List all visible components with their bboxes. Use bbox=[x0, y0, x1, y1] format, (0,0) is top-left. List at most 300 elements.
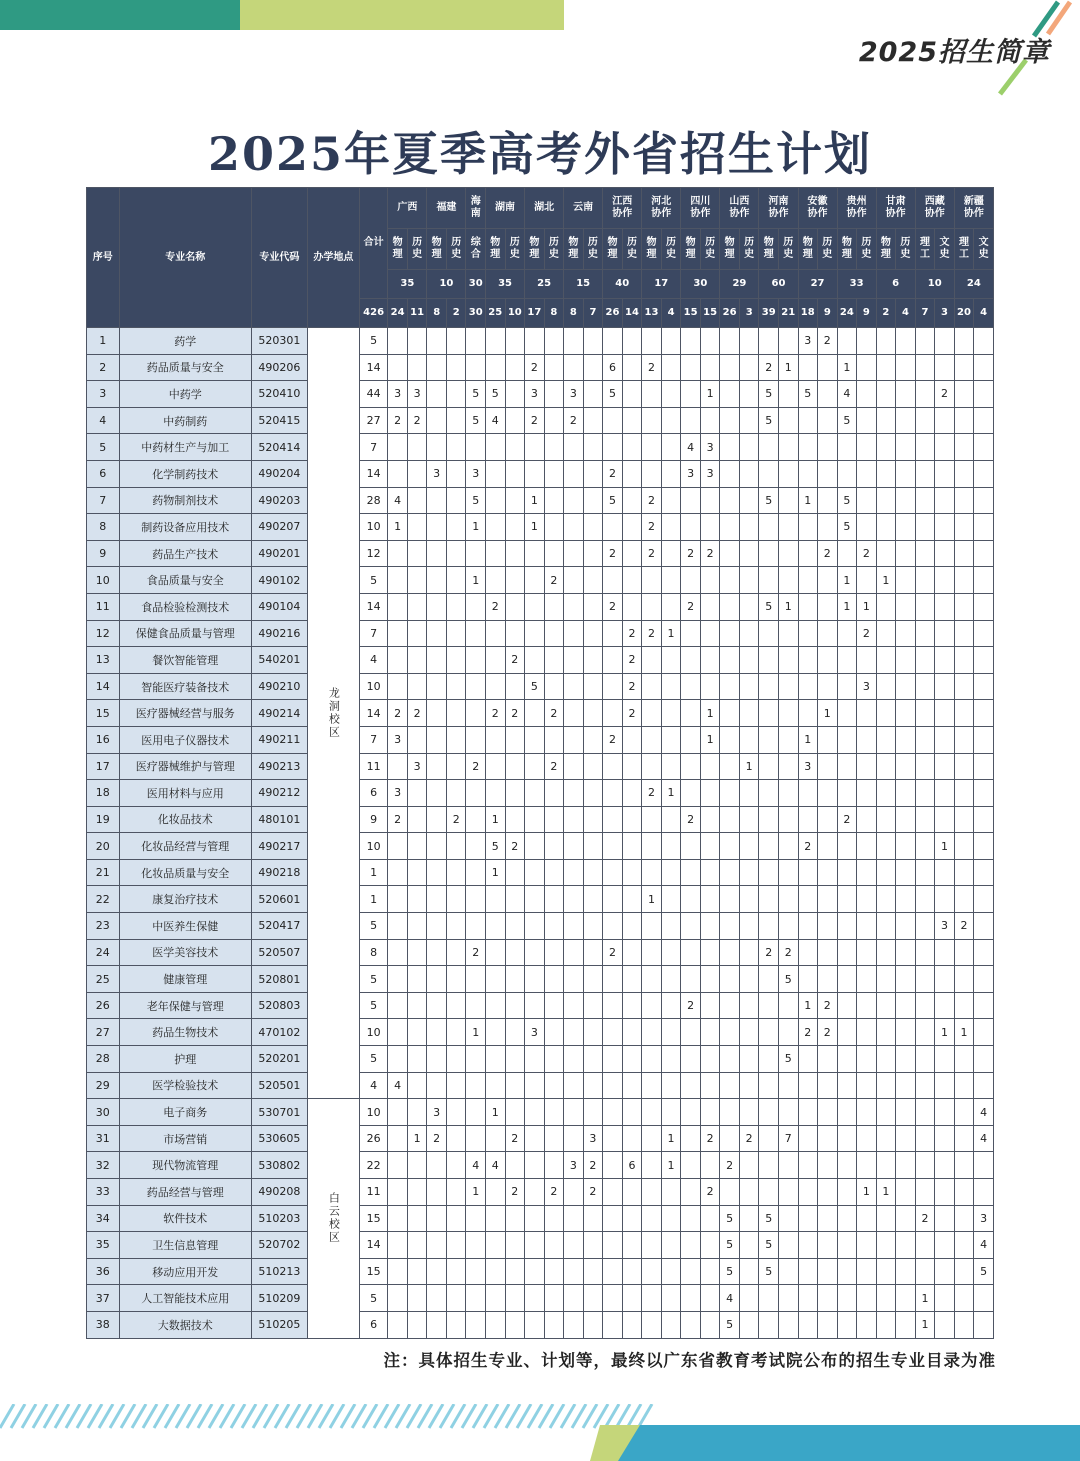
header-subject: 历 史 bbox=[739, 229, 759, 270]
row-cell bbox=[896, 700, 916, 727]
row-cell bbox=[564, 700, 584, 727]
row-cell bbox=[622, 1205, 642, 1232]
row-cell bbox=[896, 381, 916, 408]
row-cell bbox=[935, 487, 955, 514]
row-cell bbox=[739, 700, 759, 727]
row-cell bbox=[837, 1046, 857, 1073]
row-seq: 33 bbox=[87, 1179, 120, 1206]
row-cell bbox=[388, 992, 408, 1019]
header-subject: 物 理 bbox=[388, 229, 408, 270]
row-cell bbox=[486, 992, 506, 1019]
row-cell bbox=[739, 620, 759, 647]
row-cell bbox=[661, 700, 681, 727]
row-cell: 2 bbox=[681, 593, 701, 620]
row-cell bbox=[466, 913, 486, 940]
row-cell bbox=[564, 780, 584, 807]
row-cell bbox=[896, 753, 916, 780]
row-major-name: 化妆品技术 bbox=[119, 806, 251, 833]
row-cell bbox=[525, 1232, 545, 1259]
header-province: 海南 bbox=[466, 188, 486, 229]
row-cell bbox=[564, 620, 584, 647]
table-row bbox=[87, 434, 994, 461]
row-cell bbox=[876, 780, 896, 807]
row-cell bbox=[857, 1125, 877, 1152]
row-cell: 1 bbox=[954, 1019, 974, 1046]
row-cell bbox=[583, 833, 603, 860]
row-cell bbox=[954, 1285, 974, 1312]
row-cell: 3 bbox=[935, 913, 955, 940]
row-cell: 2 bbox=[954, 913, 974, 940]
header-province: 广西 bbox=[388, 188, 427, 229]
row-cell: 2 bbox=[466, 939, 486, 966]
row-cell bbox=[818, 593, 838, 620]
row-cell bbox=[446, 1046, 466, 1073]
row-cell bbox=[642, 833, 662, 860]
row-cell: 2 bbox=[642, 540, 662, 567]
row-cell bbox=[544, 540, 564, 567]
row-cell bbox=[915, 833, 935, 860]
row-cell: 3 bbox=[525, 381, 545, 408]
row-cell bbox=[935, 1046, 955, 1073]
row-seq: 36 bbox=[87, 1258, 120, 1285]
row-cell bbox=[896, 647, 916, 674]
row-cell bbox=[778, 1099, 798, 1126]
row-total: 1 bbox=[359, 859, 388, 886]
row-cell bbox=[778, 673, 798, 700]
row-cell bbox=[583, 593, 603, 620]
row-cell bbox=[681, 328, 701, 355]
row-cell bbox=[896, 1072, 916, 1099]
row-cell: 1 bbox=[915, 1285, 935, 1312]
row-cell bbox=[544, 1311, 564, 1338]
row-cell bbox=[974, 567, 994, 594]
row-cell: 2 bbox=[857, 620, 877, 647]
row-cell bbox=[876, 859, 896, 886]
table-row bbox=[87, 939, 994, 966]
row-cell bbox=[427, 859, 447, 886]
header-subtotal: 39 bbox=[759, 299, 779, 328]
row-cell: 2 bbox=[388, 407, 408, 434]
row-cell bbox=[525, 328, 545, 355]
table-row bbox=[87, 1152, 994, 1179]
row-cell: 4 bbox=[720, 1285, 740, 1312]
row-cell: 2 bbox=[622, 700, 642, 727]
row-cell bbox=[974, 407, 994, 434]
row-cell bbox=[974, 1179, 994, 1206]
row-cell bbox=[720, 647, 740, 674]
row-cell bbox=[642, 434, 662, 461]
row-cell bbox=[622, 939, 642, 966]
row-cell bbox=[935, 1152, 955, 1179]
row-cell bbox=[525, 593, 545, 620]
row-cell bbox=[818, 1232, 838, 1259]
row-cell bbox=[681, 647, 701, 674]
row-cell: 2 bbox=[778, 939, 798, 966]
row-cell bbox=[778, 1072, 798, 1099]
row-cell bbox=[466, 1285, 486, 1312]
header-subject: 文 史 bbox=[974, 229, 994, 270]
row-cell bbox=[798, 540, 818, 567]
row-cell bbox=[778, 1232, 798, 1259]
row-cell bbox=[486, 726, 506, 753]
row-cell: 3 bbox=[388, 726, 408, 753]
row-cell bbox=[427, 487, 447, 514]
table-row bbox=[87, 753, 994, 780]
table-row bbox=[87, 966, 994, 993]
row-cell bbox=[759, 328, 779, 355]
row-cell bbox=[427, 1179, 447, 1206]
row-cell bbox=[642, 328, 662, 355]
row-cell: 1 bbox=[486, 859, 506, 886]
row-cell: 1 bbox=[837, 567, 857, 594]
table-row bbox=[87, 806, 994, 833]
row-cell bbox=[525, 1311, 545, 1338]
row-cell: 2 bbox=[564, 407, 584, 434]
row-cell bbox=[720, 434, 740, 461]
row-cell bbox=[954, 1072, 974, 1099]
row-cell: 2 bbox=[857, 540, 877, 567]
row-cell: 5 bbox=[603, 381, 623, 408]
row-cell: 5 bbox=[466, 487, 486, 514]
row-cell bbox=[896, 806, 916, 833]
row-cell bbox=[818, 886, 838, 913]
row-major-name: 中药学 bbox=[119, 381, 251, 408]
row-total: 5 bbox=[359, 1046, 388, 1073]
row-cell bbox=[583, 514, 603, 541]
row-cell bbox=[486, 753, 506, 780]
row-cell bbox=[974, 1285, 994, 1312]
row-cell bbox=[896, 407, 916, 434]
row-cell bbox=[564, 859, 584, 886]
row-cell bbox=[388, 1258, 408, 1285]
row-cell bbox=[778, 328, 798, 355]
row-cell bbox=[388, 1046, 408, 1073]
row-cell bbox=[915, 647, 935, 674]
row-cell bbox=[935, 1232, 955, 1259]
row-cell bbox=[525, 1072, 545, 1099]
row-cell bbox=[915, 354, 935, 381]
row-cell bbox=[603, 1232, 623, 1259]
row-cell: 2 bbox=[388, 806, 408, 833]
row-total: 5 bbox=[359, 328, 388, 355]
row-cell bbox=[427, 1019, 447, 1046]
row-cell bbox=[681, 780, 701, 807]
row-cell bbox=[583, 726, 603, 753]
row-major-code: 510209 bbox=[251, 1285, 307, 1312]
row-cell bbox=[954, 886, 974, 913]
row-cell: 5 bbox=[759, 1258, 779, 1285]
row-cell bbox=[544, 966, 564, 993]
row-cell bbox=[622, 966, 642, 993]
table-row bbox=[87, 726, 994, 753]
row-cell bbox=[778, 620, 798, 647]
row-cell bbox=[935, 1311, 955, 1338]
row-cell bbox=[896, 886, 916, 913]
header-subtotal: 4 bbox=[896, 299, 916, 328]
row-cell: 1 bbox=[388, 514, 408, 541]
row-major-code: 490218 bbox=[251, 859, 307, 886]
row-cell bbox=[583, 647, 603, 674]
row-cell bbox=[622, 833, 642, 860]
row-cell: 2 bbox=[935, 381, 955, 408]
header-province: 山西 协作 bbox=[720, 188, 759, 229]
row-cell bbox=[700, 1046, 720, 1073]
row-cell bbox=[935, 1125, 955, 1152]
row-cell bbox=[739, 460, 759, 487]
row-cell bbox=[583, 1072, 603, 1099]
row-cell bbox=[759, 886, 779, 913]
row-cell: 5 bbox=[720, 1258, 740, 1285]
row-cell bbox=[505, 593, 525, 620]
row-cell bbox=[583, 1205, 603, 1232]
row-cell: 2 bbox=[681, 540, 701, 567]
row-cell bbox=[778, 1152, 798, 1179]
row-cell bbox=[739, 381, 759, 408]
row-seq: 8 bbox=[87, 514, 120, 541]
row-cell bbox=[935, 753, 955, 780]
row-cell bbox=[525, 1258, 545, 1285]
row-cell bbox=[759, 780, 779, 807]
row-cell bbox=[661, 647, 681, 674]
row-cell bbox=[876, 673, 896, 700]
row-cell bbox=[700, 1232, 720, 1259]
header-province: 湖北 bbox=[525, 188, 564, 229]
row-cell bbox=[544, 1125, 564, 1152]
row-cell bbox=[896, 913, 916, 940]
row-seq: 20 bbox=[87, 833, 120, 860]
row-major-name: 软件技术 bbox=[119, 1205, 251, 1232]
row-cell bbox=[564, 1258, 584, 1285]
row-cell bbox=[778, 567, 798, 594]
row-major-name: 康复治疗技术 bbox=[119, 886, 251, 913]
row-cell bbox=[759, 647, 779, 674]
row-cell bbox=[681, 567, 701, 594]
row-cell bbox=[700, 1072, 720, 1099]
row-cell bbox=[681, 886, 701, 913]
row-cell bbox=[700, 966, 720, 993]
row-cell bbox=[661, 886, 681, 913]
row-cell bbox=[739, 673, 759, 700]
row-cell bbox=[466, 1099, 486, 1126]
row-cell: 1 bbox=[857, 593, 877, 620]
row-cell bbox=[427, 780, 447, 807]
header-subject: 物 理 bbox=[642, 229, 662, 270]
row-cell bbox=[818, 567, 838, 594]
row-cell bbox=[818, 354, 838, 381]
row-cell bbox=[388, 1099, 408, 1126]
row-cell bbox=[427, 753, 447, 780]
row-seq: 24 bbox=[87, 939, 120, 966]
row-major-name: 人工智能技术应用 bbox=[119, 1285, 251, 1312]
row-cell bbox=[700, 593, 720, 620]
row-total: 5 bbox=[359, 913, 388, 940]
row-cell bbox=[857, 381, 877, 408]
row-cell: 2 bbox=[505, 647, 525, 674]
row-cell: 2 bbox=[818, 328, 838, 355]
row-cell bbox=[427, 514, 447, 541]
row-major-name: 智能医疗装备技术 bbox=[119, 673, 251, 700]
row-cell bbox=[583, 381, 603, 408]
row-cell bbox=[954, 806, 974, 833]
row-total: 1 bbox=[359, 886, 388, 913]
row-major-code: 490104 bbox=[251, 593, 307, 620]
row-cell bbox=[818, 1072, 838, 1099]
row-cell bbox=[759, 1125, 779, 1152]
header-province-quota: 60 bbox=[759, 270, 798, 299]
table-row bbox=[87, 833, 994, 860]
row-total: 6 bbox=[359, 780, 388, 807]
row-cell bbox=[798, 1205, 818, 1232]
row-cell bbox=[954, 1125, 974, 1152]
row-cell bbox=[505, 726, 525, 753]
row-cell bbox=[739, 1258, 759, 1285]
header-seq: 序号 bbox=[87, 188, 120, 328]
row-cell bbox=[466, 833, 486, 860]
row-cell bbox=[622, 460, 642, 487]
row-cell bbox=[486, 354, 506, 381]
row-cell bbox=[739, 487, 759, 514]
row-cell bbox=[759, 1099, 779, 1126]
row-cell bbox=[759, 620, 779, 647]
header-total: 合计 bbox=[359, 188, 388, 299]
row-total: 15 bbox=[359, 1205, 388, 1232]
row-cell: 3 bbox=[564, 381, 584, 408]
row-cell bbox=[446, 1152, 466, 1179]
row-cell: 3 bbox=[407, 753, 427, 780]
row-cell: 5 bbox=[486, 381, 506, 408]
row-cell bbox=[739, 886, 759, 913]
row-cell bbox=[388, 354, 408, 381]
row-cell bbox=[486, 540, 506, 567]
row-cell bbox=[564, 328, 584, 355]
header-subject: 物 理 bbox=[759, 229, 779, 270]
row-cell: 1 bbox=[661, 1152, 681, 1179]
row-cell bbox=[603, 673, 623, 700]
header-subject: 物 理 bbox=[837, 229, 857, 270]
header-province-quota: 33 bbox=[837, 270, 876, 299]
row-cell bbox=[407, 1285, 427, 1312]
row-campus: 龙洞校区 bbox=[307, 328, 359, 1099]
row-cell bbox=[388, 1019, 408, 1046]
row-major-code: 520702 bbox=[251, 1232, 307, 1259]
row-cell bbox=[876, 1125, 896, 1152]
row-cell bbox=[700, 567, 720, 594]
row-cell bbox=[954, 700, 974, 727]
row-cell bbox=[622, 992, 642, 1019]
row-cell: 3 bbox=[583, 1125, 603, 1152]
row-seq: 38 bbox=[87, 1311, 120, 1338]
row-cell bbox=[407, 328, 427, 355]
row-cell: 2 bbox=[642, 780, 662, 807]
row-cell bbox=[603, 700, 623, 727]
row-cell bbox=[935, 593, 955, 620]
row-cell bbox=[720, 354, 740, 381]
row-cell bbox=[739, 992, 759, 1019]
row-cell bbox=[407, 806, 427, 833]
row-cell bbox=[446, 939, 466, 966]
row-cell bbox=[564, 460, 584, 487]
row-cell bbox=[661, 753, 681, 780]
row-cell bbox=[876, 514, 896, 541]
row-cell: 2 bbox=[818, 992, 838, 1019]
row-major-code: 490217 bbox=[251, 833, 307, 860]
row-cell bbox=[505, 1072, 525, 1099]
row-cell bbox=[446, 1019, 466, 1046]
row-cell bbox=[681, 1205, 701, 1232]
row-major-name: 市场营销 bbox=[119, 1125, 251, 1152]
row-cell bbox=[700, 992, 720, 1019]
row-cell bbox=[388, 753, 408, 780]
row-major-name: 医学检验技术 bbox=[119, 1072, 251, 1099]
row-cell bbox=[876, 354, 896, 381]
row-total: 10 bbox=[359, 1019, 388, 1046]
row-cell bbox=[505, 1258, 525, 1285]
row-cell bbox=[681, 1179, 701, 1206]
row-cell bbox=[446, 647, 466, 674]
header-province-quota: 17 bbox=[642, 270, 681, 299]
row-cell bbox=[896, 514, 916, 541]
row-cell bbox=[876, 1099, 896, 1126]
row-cell: 2 bbox=[525, 354, 545, 381]
row-cell: 5 bbox=[974, 1258, 994, 1285]
row-cell bbox=[954, 1258, 974, 1285]
row-total: 28 bbox=[359, 487, 388, 514]
row-cell bbox=[642, 1152, 662, 1179]
row-cell bbox=[818, 966, 838, 993]
row-cell bbox=[915, 434, 935, 461]
row-cell bbox=[446, 620, 466, 647]
row-cell bbox=[661, 1258, 681, 1285]
row-cell bbox=[739, 647, 759, 674]
row-cell bbox=[896, 567, 916, 594]
table-row bbox=[87, 647, 994, 674]
row-cell bbox=[915, 1046, 935, 1073]
row-major-code: 490203 bbox=[251, 487, 307, 514]
row-cell bbox=[954, 540, 974, 567]
row-cell bbox=[778, 806, 798, 833]
row-cell bbox=[486, 673, 506, 700]
row-total: 26 bbox=[359, 1125, 388, 1152]
row-cell bbox=[642, 407, 662, 434]
row-cell bbox=[954, 939, 974, 966]
row-cell bbox=[915, 700, 935, 727]
row-cell bbox=[681, 1125, 701, 1152]
row-cell bbox=[388, 673, 408, 700]
header-subject: 物 理 bbox=[603, 229, 623, 270]
row-cell bbox=[642, 1019, 662, 1046]
row-cell bbox=[544, 726, 564, 753]
row-cell: 2 bbox=[700, 1125, 720, 1152]
header-subject: 历 史 bbox=[818, 229, 838, 270]
row-cell: 1 bbox=[700, 381, 720, 408]
row-cell bbox=[544, 434, 564, 461]
row-cell bbox=[700, 1258, 720, 1285]
row-cell: 2 bbox=[505, 700, 525, 727]
row-cell bbox=[603, 1285, 623, 1312]
row-seq: 12 bbox=[87, 620, 120, 647]
row-cell bbox=[739, 1099, 759, 1126]
row-cell bbox=[837, 1258, 857, 1285]
row-cell bbox=[486, 780, 506, 807]
row-cell: 2 bbox=[720, 1152, 740, 1179]
row-cell bbox=[388, 966, 408, 993]
row-cell bbox=[818, 620, 838, 647]
row-cell: 2 bbox=[544, 753, 564, 780]
row-cell bbox=[915, 593, 935, 620]
row-major-code: 510213 bbox=[251, 1258, 307, 1285]
row-cell bbox=[564, 939, 584, 966]
row-cell bbox=[661, 939, 681, 966]
